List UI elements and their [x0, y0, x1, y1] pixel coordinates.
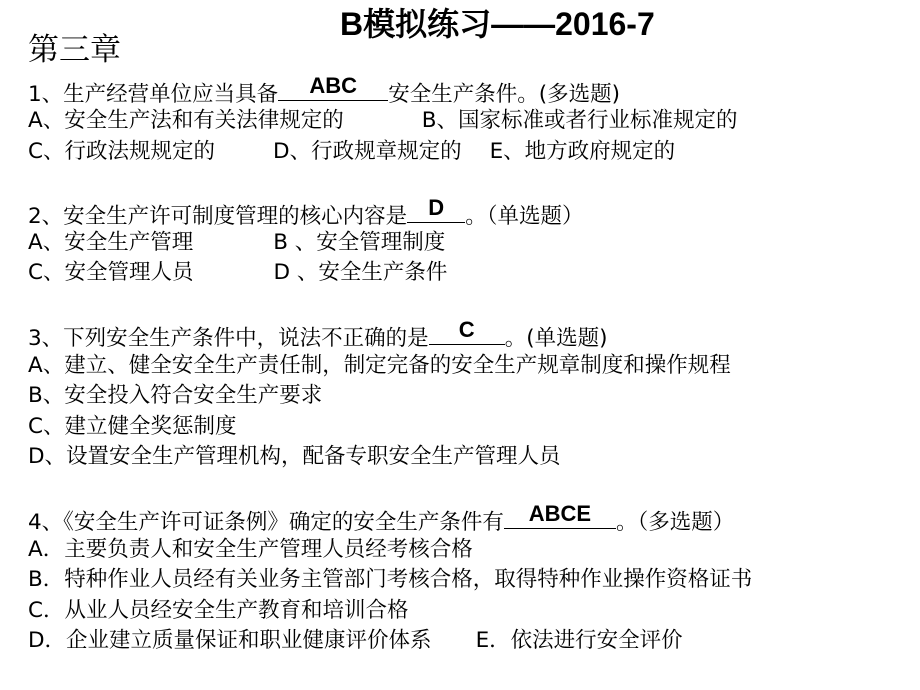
question-4-option-e: E．依法进行安全评价	[475, 628, 683, 653]
question-4-option-c: C．从业人员经安全生产教育和培训合格	[28, 598, 409, 623]
question-2-option-d: D 、安全生产条件	[273, 260, 448, 285]
question-3-option-b: B、安全投入符合安全生产要求	[28, 383, 323, 408]
question-1-answer-blank	[278, 73, 388, 101]
question-2-answer: D	[428, 195, 445, 220]
question-4-answer-blank	[504, 501, 616, 529]
question-4-options-row-4	[28, 626, 683, 656]
question-2-option-c: C、安全管理人员	[28, 260, 194, 285]
question-3-text: 3、下列安全生产条件中，说法不正确的是	[28, 326, 429, 351]
question-3-answer: C	[458, 317, 475, 342]
slide-title: B模拟练习——2016-7	[340, 6, 655, 42]
question-2-stem	[28, 195, 584, 232]
question-2-option-a: A、安全生产管理	[28, 230, 194, 255]
question-1-option-d: D、行政规章规定的	[273, 139, 462, 164]
question-3-option-c: C、建立健全奖惩制度	[28, 414, 237, 439]
question-3-answer-blank	[429, 317, 505, 345]
question-2-options-row-1	[28, 228, 445, 258]
question-4-type: 。（多选题）	[615, 510, 735, 535]
question-1-option-b: B、国家标准或者行业标准规定的	[421, 108, 738, 133]
question-1-option-e: E、地方政府规定的	[489, 139, 676, 164]
question-1-option-a: A、安全生产法和有关法律规定的	[28, 108, 344, 133]
question-4-option-d: D．企业建立质量保证和职业健康评价体系	[28, 628, 432, 653]
question-2-option-b: B 、安全管理制度	[273, 230, 446, 255]
question-4-answer: ABCE	[528, 501, 592, 526]
question-2-type: 。（单选题）	[465, 204, 584, 229]
question-4-stem	[28, 501, 735, 538]
question-1-stem	[28, 73, 620, 110]
question-2-options-row-2	[28, 258, 447, 288]
question-3-option-d: D、设置安全生产管理机构，配备专职安全生产管理人员	[28, 444, 561, 469]
question-2-answer-blank	[407, 195, 465, 223]
chapter-heading: 第三章	[28, 32, 121, 68]
question-4-option-b: B．特种作业人员经有关业务主管部门考核合格，取得特种作业操作资格证书	[28, 567, 753, 592]
question-4-option-a: A．主要负责人和安全生产管理人员经考核合格	[28, 537, 473, 562]
question-2-text: 2、安全生产许可制度管理的核心内容是	[28, 204, 408, 229]
question-1-answer: ABC	[309, 73, 358, 98]
question-1-type: 安全生产条件。(多选题)	[388, 82, 620, 107]
question-3-type: 。(单选题)	[504, 326, 608, 351]
question-1-options-row-1	[28, 106, 737, 136]
question-1-option-c: C、行政法规规定的	[28, 139, 216, 164]
question-3-stem	[28, 317, 608, 354]
question-1-options-row-2	[28, 137, 675, 167]
question-4-text: 4、《安全生产许可证条例》确定的安全生产条件有	[28, 510, 504, 535]
question-3-option-a: A、建立、健全安全生产责任制，制定完备的安全生产规章制度和操作规程	[28, 353, 731, 378]
question-1-text: 1、生产经营单位应当具备	[28, 82, 279, 107]
